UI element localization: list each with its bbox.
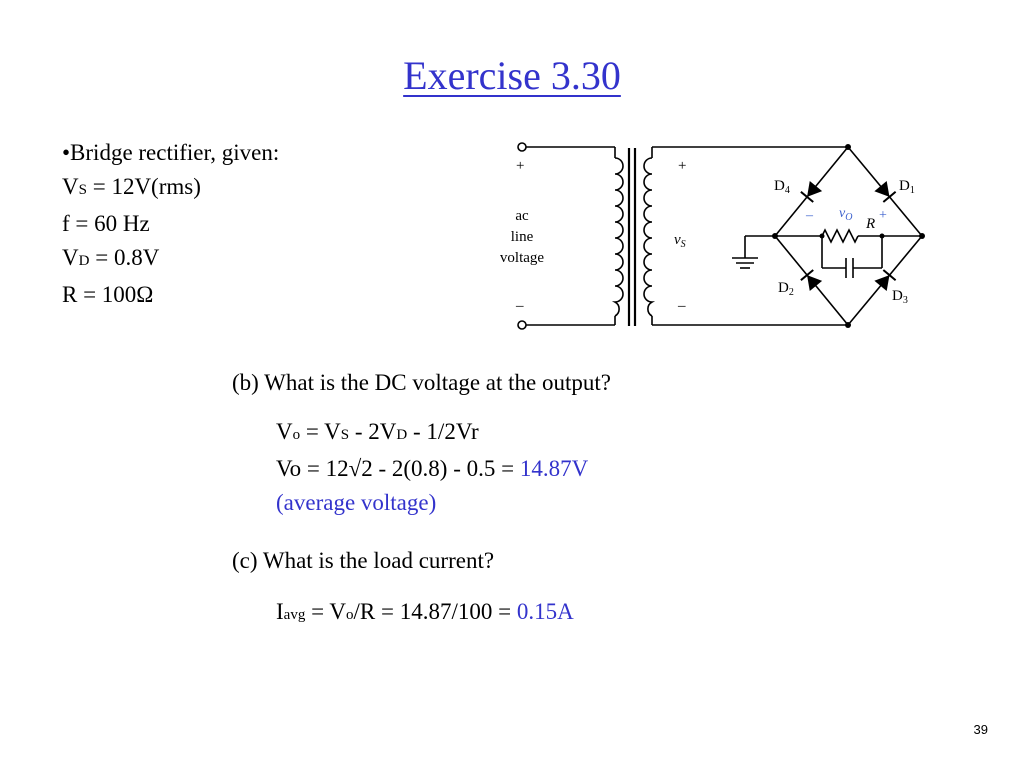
page-number: 39 — [973, 722, 988, 737]
resistor-label: R — [866, 216, 876, 232]
ac-label-line3: voltage — [500, 250, 545, 266]
answer-b-block — [276, 415, 588, 520]
secondary-winding — [644, 158, 652, 316]
given-values-block — [62, 136, 279, 312]
ac-label-line2: line — [510, 229, 534, 245]
diode-d1-icon — [874, 181, 895, 202]
given-vd: VD = 0.8V — [62, 245, 160, 270]
vs-label: $v_S$ — [674, 232, 686, 250]
question-b: (b) What is the DC voltage at the output? — [232, 370, 611, 395]
ac-label-line1: ac — [515, 208, 529, 224]
answer-b-result: 14.87V — [519, 456, 589, 481]
resistor-symbol — [822, 230, 858, 242]
input-minus-label: – — [516, 298, 524, 314]
question-c: (c) What is the load current? — [232, 548, 495, 573]
diode-d4-icon — [801, 181, 822, 202]
given-vs: VS = 12V(rms) — [62, 174, 201, 199]
node-dot — [845, 144, 851, 150]
given-heading: •Bridge rectifier, given: — [62, 140, 280, 165]
answer-b-note: (average voltage) — [276, 490, 437, 515]
bridge-rectifier-circuit — [500, 128, 940, 338]
input-plus-label: + — [516, 158, 525, 174]
secondary-plus-label: + — [678, 158, 687, 174]
slide-title: Exercise 3.30 — [403, 53, 621, 98]
answer-b-calculation: Vo = 12√2 - 2(0.8) - 0.5 = 14.87V — [276, 456, 589, 481]
answer-c-result: 0.15A — [516, 599, 574, 624]
node-dot — [880, 234, 885, 239]
secondary-minus-label: – — [678, 298, 686, 314]
given-frequency: f = 60 Hz — [62, 211, 150, 236]
node-dot — [919, 233, 925, 239]
node-dot — [772, 233, 778, 239]
vo-label: $v_O$ — [839, 206, 853, 223]
given-resistance: R = 100Ω — [62, 282, 154, 307]
vo-minus-label: – — [806, 208, 813, 223]
input-terminal-bottom — [518, 321, 526, 329]
input-terminal-top — [518, 143, 526, 151]
diode-d2-icon — [801, 270, 822, 291]
d3-label: $D_3$ — [892, 288, 908, 306]
primary-winding — [615, 158, 623, 316]
d4-label: $D_4$ — [774, 178, 790, 196]
answer-b-formula: Vo = VS - 2VD - 1/2Vr — [276, 419, 479, 444]
d1-label: $D_1$ — [899, 178, 915, 196]
answer-c: Iavg = Vo/R = 14.87/100 = 0.15A — [276, 599, 574, 624]
d2-label: $D_2$ — [778, 280, 794, 298]
node-dot — [845, 322, 851, 328]
node-dot — [820, 234, 825, 239]
vo-plus-label: + — [879, 208, 887, 223]
